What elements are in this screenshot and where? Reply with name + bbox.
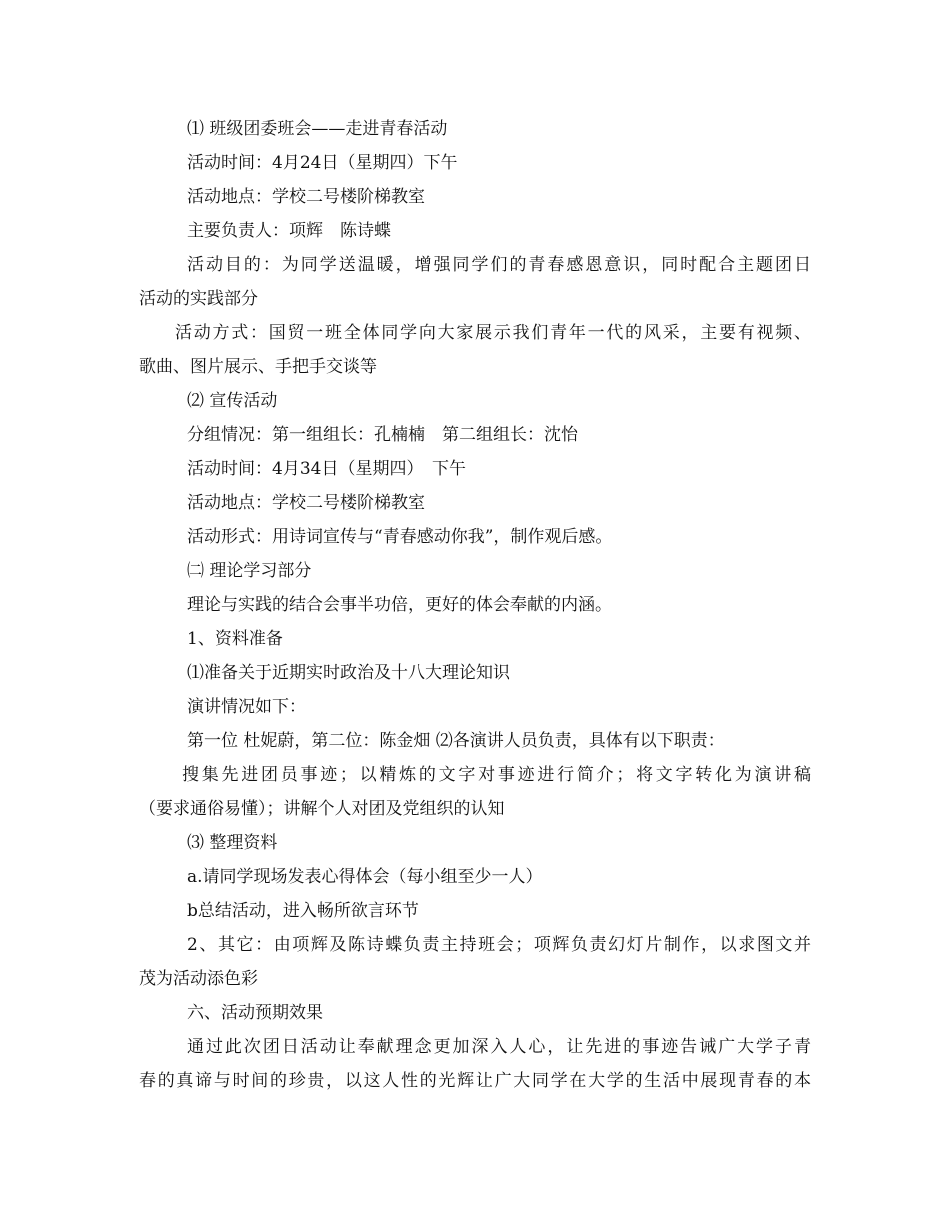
line-08: 歌曲、图片展示、手把手交谈等 xyxy=(139,357,377,377)
line-16: 1、资料准备 xyxy=(187,629,283,649)
line-03: 活动地点：学校二号楼阶梯教室 xyxy=(187,187,425,207)
line-13: 活动形式：用诗词宣传与“青春感动你我”，制作观后感。 xyxy=(187,527,613,547)
line-05: 活动目的：为同学送温暖，增强同学们的青春感恩意识，同时配合主题团日 xyxy=(187,255,811,275)
line-20: 搜集先进团员事迹；以精炼的文字对事迹进行简介；将文字转化为演讲稿 xyxy=(182,765,811,785)
line-11: 活动时间：4月34日（星期四） 下午 xyxy=(187,459,466,479)
line-06: 活动的实践部分 xyxy=(139,289,258,309)
line-23: a.请同学现场发表心得体会（每小组至少一人） xyxy=(187,867,543,887)
line-26: 茂为活动添色彩 xyxy=(139,969,258,989)
line-28: 通过此次团日活动让奉献理念更加深入人心，让先进的事迹告诫广大学子青 xyxy=(187,1037,811,1057)
line-19: 第一位 杜妮蔚，第二位：陈金畑 ⑵各演讲人员负责，具体有以下职责： xyxy=(187,731,725,751)
line-22: ⑶ 整理资料 xyxy=(187,833,278,853)
line-25: 2、其它：由项辉及陈诗蝶负责主持班会；项辉负责幻灯片制作，以求图文并 xyxy=(187,935,811,955)
line-02: 活动时间：4月24日（星期四）下午 xyxy=(187,153,458,173)
line-24: b总结活动，进入畅所欲言环节 xyxy=(187,901,419,921)
line-21: （要求通俗易懂）；讲解个人对团及党组织的认知 xyxy=(139,799,505,819)
line-12: 活动地点：学校二号楼阶梯教室 xyxy=(187,493,425,513)
line-15: 理论与实践的结合会事半功倍，更好的体会奉献的内涵。 xyxy=(187,595,612,615)
line-10: 分组情况：第一组组长：孔楠楠 第二组组长：沈怡 xyxy=(187,425,578,445)
line-17: ⑴准备关于近期实时政治及十八大理论知识 xyxy=(187,663,510,683)
line-29: 春的真谛与时间的珍贵，以这人性的光辉让广大同学在大学的生活中展现青春的本 xyxy=(139,1071,811,1091)
line-14: ㈡ 理论学习部分 xyxy=(187,561,312,581)
line-27: 六、活动预期效果 xyxy=(187,1003,323,1023)
line-07: 活动方式：国贸一班全体同学向大家展示我们青年一代的风采，主要有视频、 xyxy=(175,323,811,343)
line-01: ⑴ 班级团委班会——走进青春活动 xyxy=(187,119,448,139)
document-body xyxy=(139,112,811,1098)
line-18: 演讲情况如下： xyxy=(187,697,306,717)
line-09: ⑵ 宣传活动 xyxy=(187,391,278,411)
line-04: 主要负责人：项辉 陈诗蝶 xyxy=(187,221,391,241)
